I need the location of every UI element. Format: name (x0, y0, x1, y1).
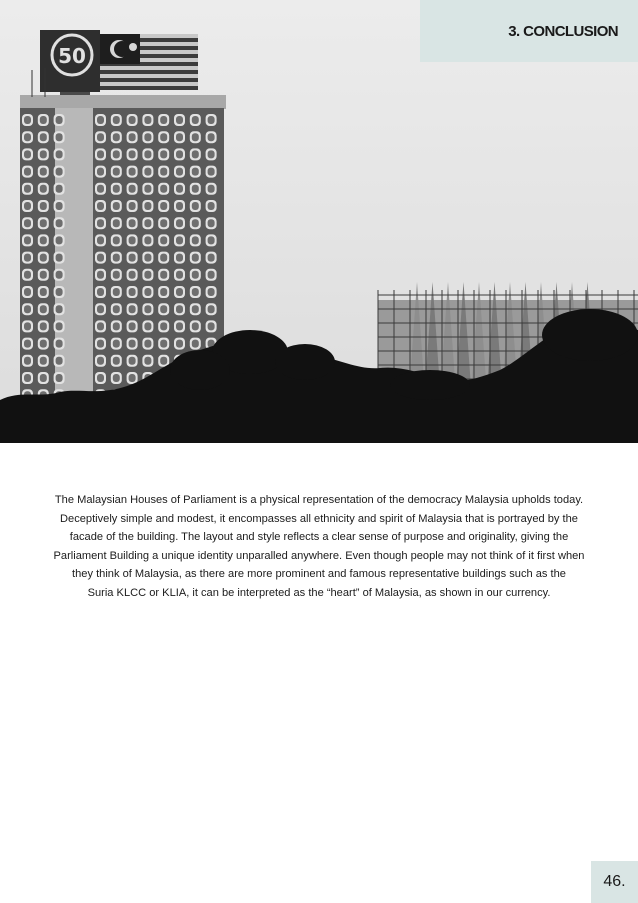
logo-numeral: 50 (58, 44, 86, 68)
paragraph-line-2: Deceptively simple and modest, it encompasses all ethnicity and spirit of Malaysia that is portrayed by the (60, 512, 578, 525)
paragraph-line-3: facade of the building. The layout and style reflects a clear sense of purpose and originality, giving the (69, 531, 569, 544)
parliament-photo (0, 0, 638, 443)
section-header-tab (420, 0, 638, 62)
paragraph-line-6: Suria KLCC or KLIA, it can be interpreted as the “heart” of Malaysia, as shown in our currency. (87, 586, 551, 599)
paragraph-line-1: The Malaysian Houses of Parliament is a physical representation of the democracy Malaysia upholds today. (54, 494, 584, 506)
parliament-photo-graphic (0, 0, 638, 443)
paragraph-line-4: Parliament Building a unique identity unparalled anywhere. Even though people may not think of it first when (53, 549, 585, 562)
page-number: 46. (603, 873, 626, 890)
paragraph-line-5: they think of Malaysia, as there are more prominent and famous representative buildings such as the (72, 568, 566, 581)
section-title: 3. CONCLUSION (508, 22, 618, 40)
malaysian-flag-icon (100, 34, 198, 90)
page-number-badge (591, 861, 638, 903)
conclusion-paragraph (0, 491, 638, 603)
